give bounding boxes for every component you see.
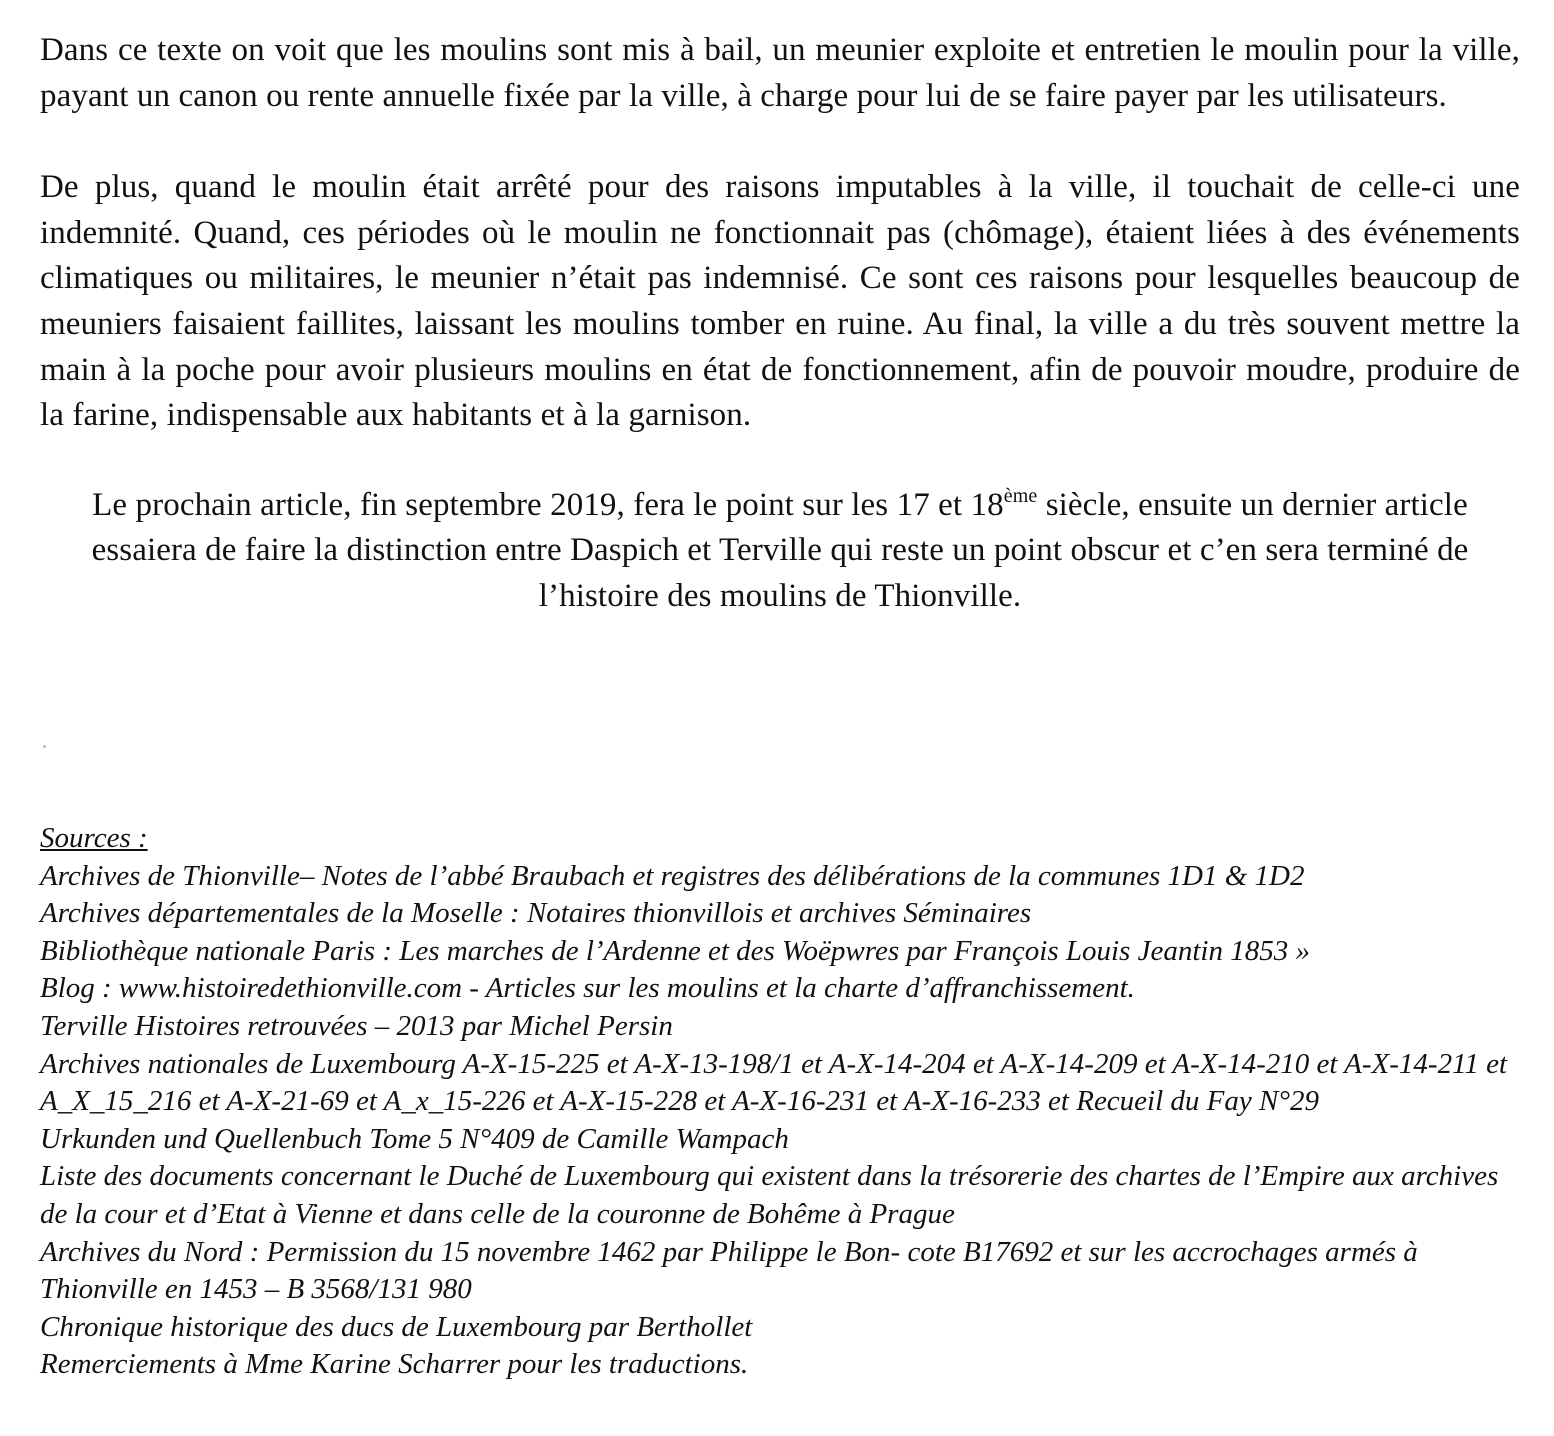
source-item: Archives du Nord : Permission du 15 novembre 1462 par Philippe le Bon- cote B17692 et sur les accrochages armés à Thionville en 1453 – B 3568/131 980 <box>40 1235 1418 1306</box>
document-body <box>40 28 1520 620</box>
source-item: Archives départementales de la Moselle : Notaires thionvillois et archives Séminaires <box>40 897 1032 930</box>
source-item: Urkunden und Quellenbuch Tome 5 N°409 de Camille Wampach <box>40 1122 789 1155</box>
paragraph-prochain-article <box>40 483 1520 620</box>
paragraph-indemnite: De plus, quand le moulin était arrêté pour des raisons imputables à la ville, il touchait de celle-ci une indemnité. Quand, ces périodes où le moulin ne fonctionnait pas (chômage), étaient liées à des événements climatiques ou militaires, le meunier n’était pas indemnisé. Ce sont ces raisons pour lesquelles beaucoup de meuniers faisaient faillites, laissant les moulins tomber en ruine. Au final, la ville a du très souvent mettre la main à la poche pour avoir plusieurs moulins en état de fonctionnement, afin de pouvoir moudre, produire de la farine, indispensable aux habitants et à la garnison. <box>40 169 1520 434</box>
stray-dot <box>43 745 46 748</box>
source-item: Bibliothèque nationale Paris : Les marches de l’Ardenne et des Woëpwres par François Louis Jeantin 1853 » <box>40 934 1310 967</box>
source-item: Archives de Thionville– Notes de l’abbé Braubach et registres des délibérations de la communes 1D1 & 1D2 <box>40 859 1305 892</box>
source-item: Liste des documents concernant le Duché de Luxembourg qui existent dans la trésorerie des chartes de l’Empire aux archives de la cour et d’Etat à Vienne et dans celle de la couronne de Bohême à Prague <box>40 1160 1499 1230</box>
prochain-article-text-end: siècle, ensuite un dernier article essaiera de faire la distinction entre Daspich et Terville qui reste un point obscur et c’en sera terminé de l’histoire des moulins de Thionville. <box>91 486 1469 614</box>
sources-list <box>40 820 1524 1384</box>
superscript-eme: ème <box>1003 484 1038 507</box>
sources-title-text: Sources : <box>40 822 148 854</box>
source-item: Chronique historique des ducs de Luxembourg par Berthollet <box>40 1310 753 1343</box>
paragraph-bail: Dans ce texte on voit que les moulins sont mis à bail, un meunier exploite et entretien le moulin pour la ville, payant un canon ou rente annuelle fixée par la ville, à charge pour lui de se faire payer par les utilisateurs. <box>40 32 1520 114</box>
source-item: Archives nationales de Luxembourg A-X-15-225 et A-X-13-198/1 et A-X-14-204 et A-X-14-209 et A-X-14-210 et A-X-14-211 et A_X_15_216 et A-X-21-69 et A_x_15-226 et A-X-15-228 et A-X-16-231 et A-X-16-233 et Recueil du Fay N°29 <box>40 1047 1508 1118</box>
source-item: Blog : www.histoiredethionville.com - Articles sur les moulins et la charte d’affranchissement. <box>40 972 1135 1005</box>
source-item: Terville Histoires retrouvées – 2013 par Michel Persin <box>40 1009 673 1042</box>
source-item: Remerciements à Mme Karine Scharrer pour les traductions. <box>40 1348 749 1381</box>
sources-title <box>40 820 1524 858</box>
prochain-article-text-start: Le prochain article, fin septembre 2019, fera le point sur les 17 et 18 <box>92 486 1004 523</box>
